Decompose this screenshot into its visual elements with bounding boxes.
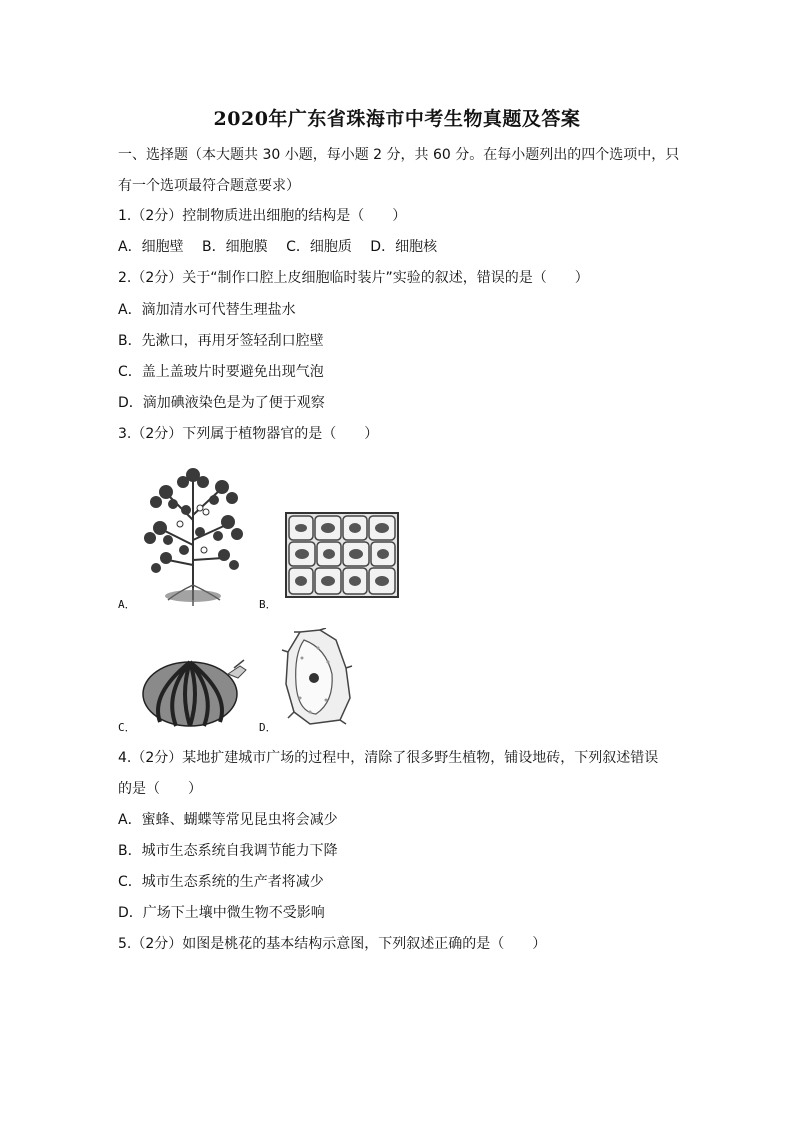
question-3-option-c-label: C． xyxy=(118,721,136,734)
question-3-option-a-label: A． xyxy=(118,598,136,611)
question-4-option-c: C．城市生态系统的生产者将减少 xyxy=(118,874,324,890)
question-2-option-d: D．滴加碘液染色是为了便于观察 xyxy=(118,395,325,411)
section-header-line2: 有一个选项最符合题意要求） xyxy=(118,178,300,194)
question-1-stem: 1.（2分）控制物质进出细胞的结构是（ ） xyxy=(118,208,407,224)
tomato-plant-icon xyxy=(138,460,248,606)
question-3-option-d-label: D． xyxy=(259,721,277,734)
question-4-stem-line2: 的是（ ） xyxy=(118,781,202,797)
guard-cell-icon xyxy=(280,628,354,726)
question-1-options: A．细胞壁 B．细胞膜 C．细胞质 D．细胞核 xyxy=(118,239,438,255)
question-4-option-b: B．城市生态系统自我调节能力下降 xyxy=(118,843,338,859)
question-4-option-d: D．广场下土壤中微生物不受影响 xyxy=(118,905,325,921)
question-4-option-a: A．蜜蜂、蝴蝶等常见昆虫将会减少 xyxy=(118,812,338,828)
question-2-option-c: C．盖上盖玻片时要避免出现气泡 xyxy=(118,364,324,380)
question-3-stem: 3.（2分）下列属于植物器官的是（ ） xyxy=(118,426,379,442)
question-4-stem-line1: 4.（2分）某地扩建城市广场的过程中，清除了很多野生植物，铺设地砖，下列叙述错误 xyxy=(118,750,659,766)
question-3-option-b-label: B． xyxy=(259,598,277,611)
question-5-stem: 5.（2分）如图是桃花的基本结构示意图，下列叙述正确的是（ ） xyxy=(118,936,547,952)
question-2-option-a: A．滴加清水可代替生理盐水 xyxy=(118,302,296,318)
watermelon-icon xyxy=(140,656,250,728)
question-2-option-b: B．先漱口，再用牙签轻刮口腔壁 xyxy=(118,333,324,349)
question-2-stem: 2.（2分）关于“制作口腔上皮细胞临时装片”实验的叙述，错误的是（ ） xyxy=(118,270,589,286)
page-title: 2020年广东省珠海市中考生物真题及答案 xyxy=(213,108,581,130)
section-header-line1: 一、选择题（本大题共 30 小题，每小题 2 分，共 60 分。在每小题列出的四个选项中，只 xyxy=(118,147,680,163)
cell-tissue-icon xyxy=(285,512,399,598)
